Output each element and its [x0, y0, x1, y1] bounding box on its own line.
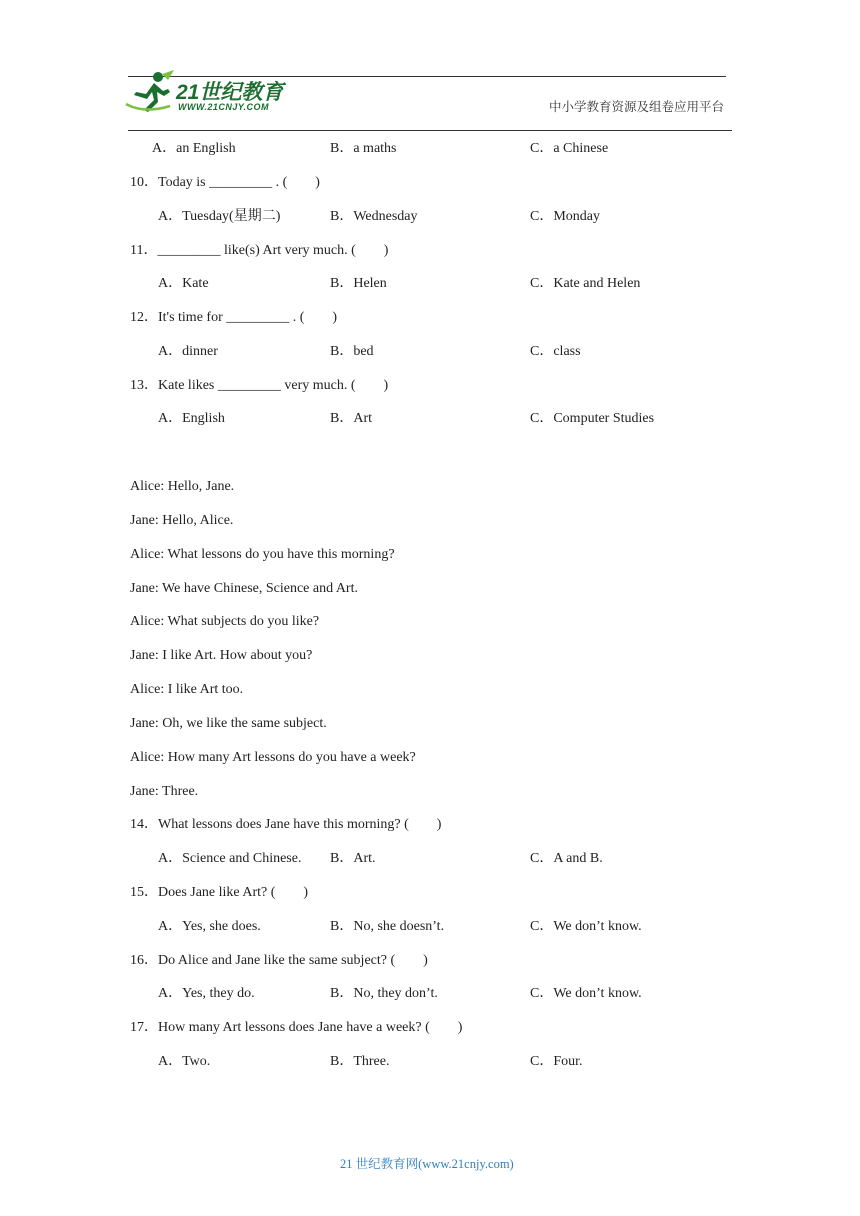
question-stem: 11．_________ like(s) Art very much. ( ) — [130, 243, 389, 258]
question-stem: 12．It's time for _________ . ( ) — [130, 310, 338, 325]
option-b: B．Art. — [330, 851, 376, 866]
dialogue-line: Jane: We have Chinese, Science and Art. — [130, 581, 358, 596]
option-c: C．Monday — [530, 209, 600, 224]
option-a: A．Yes, she does. — [158, 919, 261, 934]
option-a: A．dinner — [158, 344, 218, 359]
dialogue-line: Jane: Three. — [130, 784, 199, 799]
option-b: B．Art — [330, 411, 372, 426]
question-stem: 10．Today is _________ . ( ) — [130, 175, 320, 190]
logo-text: 21世纪教育 — [176, 81, 284, 104]
option-a: A．Science and Chinese. — [158, 851, 302, 866]
option-b: B．Helen — [330, 276, 387, 291]
option-b: B．Wednesday — [330, 209, 418, 224]
question-stem: 16．Do Alice and Jane like the same subject? ( ) — [130, 953, 428, 968]
option-a: A．an English — [152, 141, 236, 156]
dialogue-line: Alice: I like Art too. — [130, 682, 244, 697]
dialogue-line: Alice: What subjects do you like? — [130, 614, 320, 629]
dialogue-line: Jane: I like Art. How about you? — [130, 648, 313, 663]
option-c: C．Computer Studies — [530, 411, 655, 426]
option-c: C．Four. — [530, 1054, 583, 1069]
option-c: C．A and B. — [530, 851, 603, 866]
dialogue-line: Jane: Oh, we like the same subject. — [130, 716, 327, 731]
option-c: C．a Chinese — [530, 141, 609, 156]
option-c: C．We don’t know. — [530, 986, 642, 1001]
dialogue-line: Jane: Hello, Alice. — [130, 513, 234, 528]
option-c: C．Kate and Helen — [530, 276, 641, 291]
option-b: B．No, they don’t. — [330, 986, 438, 1001]
option-a: A．Kate — [158, 276, 209, 291]
option-a: A．Tuesday(星期二) — [158, 209, 281, 224]
dialogue-line: Alice: Hello, Jane. — [130, 479, 235, 494]
runner-logo-icon — [124, 70, 176, 116]
question-stem: 17．How many Art lessons does Jane have a week? ( ) — [130, 1020, 463, 1035]
dialogue-line: Alice: What lessons do you have this morning? — [130, 547, 395, 562]
question-stem: 15．Does Jane like Art? ( ) — [130, 885, 309, 900]
option-c: C．class — [530, 344, 581, 359]
option-b: B．No, she doesn’t. — [330, 919, 445, 934]
logo-url: WWW.21CNJY.COM — [178, 102, 270, 112]
header-platform-text: 中小学教育资源及组卷应用平台 — [549, 100, 725, 114]
question-stem: 13．Kate likes _________ very much. ( ) — [130, 378, 389, 393]
option-b: B．bed — [330, 344, 374, 359]
dialogue-line: Alice: How many Art lessons do you have a week? — [130, 750, 416, 765]
option-a: A．English — [158, 411, 225, 426]
option-a: A．Two. — [158, 1054, 211, 1069]
option-a: A．Yes, they do. — [158, 986, 255, 1001]
option-b: B．Three. — [330, 1054, 390, 1069]
option-c: C．We don’t know. — [530, 919, 642, 934]
site-logo — [124, 70, 294, 116]
header-bottom-rule — [128, 130, 732, 131]
option-b: B．a maths — [330, 141, 397, 156]
footer-link[interactable]: 21 世纪教育网(www.21cnjy.com) — [340, 1157, 514, 1171]
question-stem: 14．What lessons does Jane have this morning? ( ) — [130, 817, 442, 832]
